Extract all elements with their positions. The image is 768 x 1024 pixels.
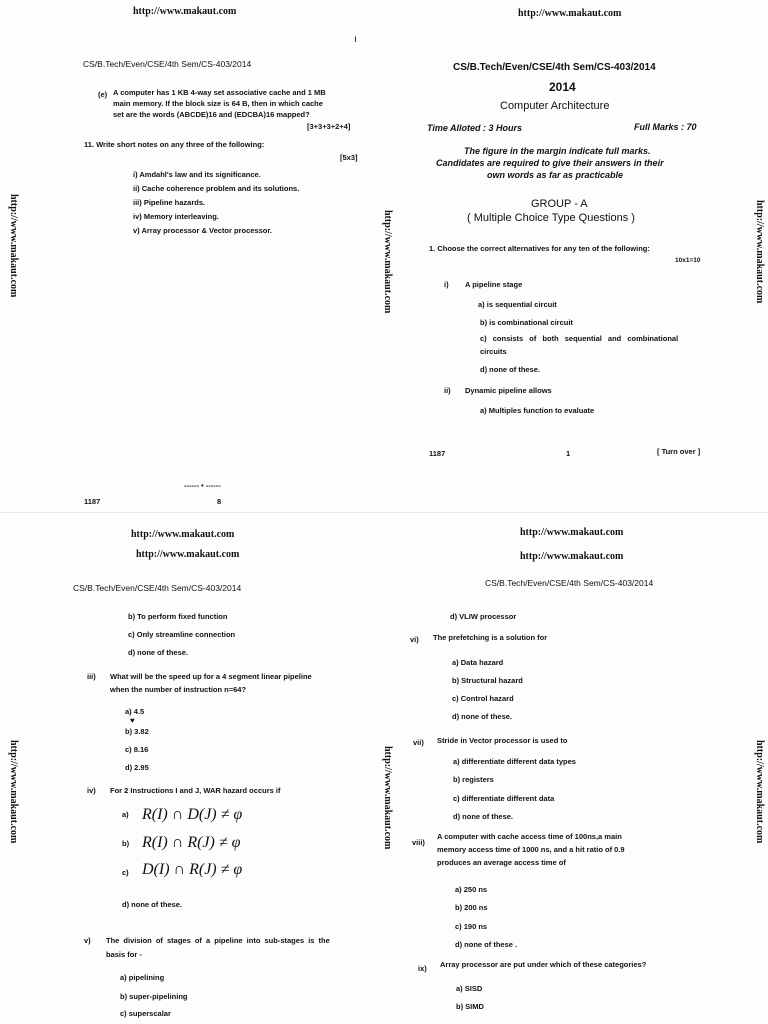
question-ix: Array processor are put under which of these categories? xyxy=(440,960,647,969)
paper-ref: CS/B.Tech/Even/CSE/4th Sem/CS-403/2014 xyxy=(83,59,252,69)
option: d) none of these. xyxy=(480,365,540,374)
mark: ı xyxy=(354,34,357,45)
mark: ♥ xyxy=(130,716,135,725)
question-viii: A computer with cache access time of 100ns,a main xyxy=(437,832,622,841)
subject-title: Computer Architecture xyxy=(500,100,610,112)
question-v: The division of stages of a pipeline into sub-stages is the xyxy=(106,936,330,945)
option: a) Data hazard xyxy=(452,658,504,667)
vertical-url[interactable]: http://www.makaut.com xyxy=(754,200,765,304)
question-i-label: i) xyxy=(444,280,449,289)
option: b) To perform fixed function xyxy=(128,612,228,621)
question-e-marks: [3+3+3+2+4] xyxy=(307,122,351,131)
option: c) 190 ns xyxy=(455,922,488,931)
question-e-line: set are the words (ABCDE)16 and (EDCBA)16 mapped? xyxy=(113,110,310,119)
option: b) SIMD xyxy=(456,1002,484,1011)
option: a) Multiples function to evaluate xyxy=(480,406,595,415)
option: b) Structural hazard xyxy=(452,676,523,685)
question-ii-label: ii) xyxy=(444,386,451,395)
question-ix-label: ix) xyxy=(418,964,427,973)
option: b) registers xyxy=(453,775,494,784)
option: c) Control hazard xyxy=(452,694,514,703)
option: b) is combinational circuit xyxy=(480,318,573,327)
question-iii: What will be the speed up for a 4 segment linear pipeline xyxy=(110,672,312,681)
option: c) Only streamline connection xyxy=(128,630,236,639)
option: a) 250 ns xyxy=(455,885,488,894)
question-i: A pipeline stage xyxy=(465,280,523,289)
short-note-item: i) Amdahl's law and its significance. xyxy=(133,170,261,179)
vertical-url[interactable]: http://www.makaut.com xyxy=(8,194,19,298)
question-viii: produces an average access time of xyxy=(437,858,566,867)
vertical-url[interactable]: http://www.makaut.com xyxy=(382,210,393,314)
option-formula: R(I) ∩ R(J) ≠ φ xyxy=(142,834,241,851)
full-marks: Full Marks : 70 xyxy=(634,122,697,132)
option-formula: R(I) ∩ D(J) ≠ φ xyxy=(142,806,243,823)
paper-ref: CS/B.Tech/Even/CSE/4th Sem/CS-403/2014 xyxy=(453,62,656,73)
group-subtitle: ( Multiple Choice Type Questions ) xyxy=(467,212,635,224)
option: c) differentiate different data xyxy=(453,794,555,803)
turn-over: [ Turn over ] xyxy=(657,447,701,456)
question-e-line: main memory. If the block size is 64 B, then in which cache xyxy=(113,99,323,108)
vertical-url[interactable]: http://www.makaut.com xyxy=(8,740,19,844)
end-mark: ------ • ------ xyxy=(184,481,221,490)
instruction-line: The figure in the margin indicate full marks. xyxy=(464,146,651,156)
question-vii-label: vii) xyxy=(413,738,424,747)
footer-code: 1187 xyxy=(84,497,101,506)
question-viii: memory access time of 1000 ns, and a hit ratio of 0.9 xyxy=(437,845,625,854)
group-title: GROUP - A xyxy=(531,198,588,210)
question-iii: when the number of instruction n=64? xyxy=(110,685,247,694)
option: a) differentiate different data types xyxy=(453,757,576,766)
option: a) is sequential circuit xyxy=(478,300,557,309)
option: d) 2.95 xyxy=(125,763,149,772)
url-header[interactable]: http://www.makaut.com xyxy=(520,551,624,562)
option: d) none of these. xyxy=(452,712,512,721)
question-vi: The prefetching is a solution for xyxy=(433,633,548,642)
option: c) superscalar xyxy=(120,1009,171,1018)
question-e-label: (e) xyxy=(98,90,108,99)
question-11: 11. Write short notes on any three of the following: xyxy=(84,140,265,149)
question-v-label: v) xyxy=(84,936,91,945)
paper-ref: CS/B.Tech/Even/CSE/4th Sem/CS-403/2014 xyxy=(73,583,242,593)
short-note-item: iv) Memory interleaving. xyxy=(133,212,219,221)
question-vii: Stride in Vector processor is used to xyxy=(437,736,568,745)
footer-code: 1187 xyxy=(429,449,446,458)
short-note-item: iii) Pipeline hazards. xyxy=(133,198,206,207)
time-allotted: Time Alloted : 3 Hours xyxy=(427,123,523,133)
short-note-item: v) Array processor & Vector processor. xyxy=(133,226,272,235)
footer-page: 8 xyxy=(217,497,222,506)
question-iv-label: iv) xyxy=(87,786,96,795)
url-header[interactable]: http://www.makaut.com xyxy=(520,527,624,538)
option: b) 3.82 xyxy=(125,727,149,736)
short-note-item: ii) Cache coherence problem and its solutions. xyxy=(133,184,300,193)
question-viii-label: viii) xyxy=(412,838,425,847)
question-1: 1. Choose the correct alternatives for any ten of the following: xyxy=(429,244,650,253)
option: c) 8.16 xyxy=(125,745,149,754)
instruction-line: Candidates are required to give their answers in their xyxy=(436,158,664,168)
instruction-line: own words as far as practicable xyxy=(487,170,624,180)
url-header[interactable]: http://www.makaut.com xyxy=(518,8,622,19)
option: d) none of these. xyxy=(128,648,188,657)
option: circuits xyxy=(480,347,507,356)
option: b) super-pipelining xyxy=(120,992,188,1001)
option-label: a) xyxy=(122,810,129,819)
url-header[interactable]: http://www.makaut.com xyxy=(131,529,235,540)
paper-ref: CS/B.Tech/Even/CSE/4th Sem/CS-403/2014 xyxy=(485,578,654,588)
option: d) none of these . xyxy=(455,940,518,949)
question-iii-label: iii) xyxy=(87,672,96,681)
question-iv: For 2 Instructions I and J, WAR hazard occurs if xyxy=(110,786,281,795)
option: d) none of these. xyxy=(122,900,182,909)
option-label: c) xyxy=(122,868,129,877)
question-11-marks: [5x3] xyxy=(340,153,358,162)
sheet-divider xyxy=(0,512,768,513)
footer-page: 1 xyxy=(566,449,571,458)
exam-year: 2014 xyxy=(549,80,576,94)
option: a) pipelining xyxy=(120,973,165,982)
question-1-marks: 10x1=10 xyxy=(675,257,701,264)
question-v: basis for - xyxy=(106,950,142,959)
vertical-url[interactable]: http://www.makaut.com xyxy=(382,746,393,850)
url-header[interactable]: http://www.makaut.com xyxy=(136,549,240,560)
question-vi-label: vi) xyxy=(410,635,419,644)
question-ii: Dynamic pipeline allows xyxy=(465,386,552,395)
option: a) SISD xyxy=(456,984,483,993)
option: d) VLIW processor xyxy=(450,612,517,621)
option: a) 4.5 xyxy=(125,707,145,716)
vertical-url[interactable]: http://www.makaut.com xyxy=(754,740,765,844)
option: c) consists of both sequential and combinational xyxy=(480,334,679,343)
url-header[interactable]: http://www.makaut.com xyxy=(133,6,237,17)
question-e-line: A computer has 1 KB 4-way set associative cache and 1 MB xyxy=(113,88,326,97)
option: b) 200 ns xyxy=(455,903,488,912)
option: d) none of these. xyxy=(453,812,513,821)
option-formula: D(I) ∩ R(J) ≠ φ xyxy=(142,861,243,878)
option-label: b) xyxy=(122,839,130,848)
